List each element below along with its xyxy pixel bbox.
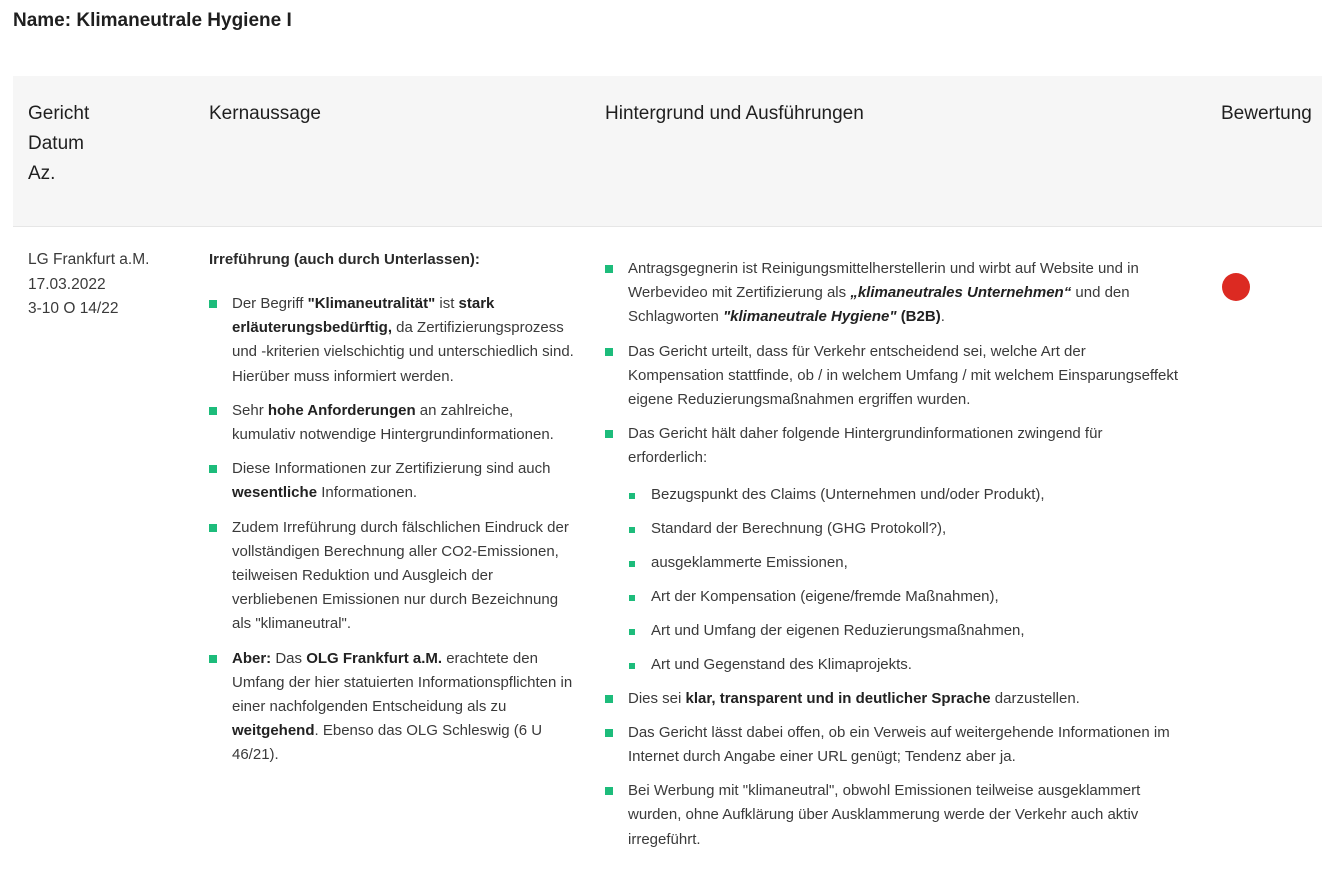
text-segment: Das Gericht urteilt, dass für Verkehr entscheidend sei, welche Art der Kompensation stattfinde, ob / in welchem Umfang / mit welchem Einsparungseffekt eigene Reduzierungsmaßnahmen ergriffen wurden. [628, 342, 1178, 409]
core-statement-cell [209, 248, 574, 778]
bold-text-segment: OLG Frankfurt a.M. [306, 649, 443, 667]
table-header [13, 76, 1322, 227]
text-segment: Dies sei [628, 689, 686, 707]
court-name: LG Frankfurt a.M. [28, 251, 150, 268]
column-header-evaluation: Bewertung [1221, 103, 1312, 124]
text-segment: erachtete den Umfang der hier statuierten Informationspflichten in einer nachfolgenden Entscheidung als zu [232, 649, 573, 716]
required-information-item: Art und Gegenstand des Klimaprojekts. [628, 653, 1180, 677]
court-case-number: 3-10 O 14/22 [28, 300, 119, 317]
column-header-background: Hintergrund und Ausführungen [605, 103, 864, 124]
required-information-item: Bezugspunkt des Claims (Unternehmen und/oder Produkt), [628, 483, 1180, 507]
text-segment: Das [271, 649, 307, 667]
text-segment: Bei Werbung mit "klimaneutral", obwohl Emissionen teilweise ausgeklammert wurden, ohne Aufklärung über Ausklammerung werde der Verkehr auch aktiv irregeführt. [628, 782, 1141, 848]
background-item [605, 340, 1180, 413]
text-segment: darzustellen. [990, 689, 1080, 707]
text-segment: Der Begriff [232, 295, 308, 312]
core-statement-item [209, 516, 574, 637]
text-segment: Das Gericht lässt dabei offen, ob ein Verweis auf weitergehende Informationen im Internet durch Angabe einer URL genügt; Tendenz aber ja. [628, 723, 1170, 766]
background-item [605, 721, 1180, 769]
background-item [605, 257, 1180, 330]
bold-text-segment [723, 308, 896, 325]
core-statement-list [209, 292, 574, 768]
column-header-date-line: Datum [28, 133, 84, 154]
evaluation-status-dot [1222, 273, 1250, 301]
column-header-court [28, 99, 89, 189]
text-segment: . Ebenso das OLG Schleswig (6 U 46/21). [232, 722, 543, 764]
text-segment: Sehr [232, 401, 268, 419]
required-information-item: Art der Kompensation (eigene/fremde Maßnahmen), [628, 585, 1180, 609]
background-item [605, 779, 1180, 852]
core-statement-heading: Irreführung (auch durch Unterlassen): [209, 251, 480, 268]
background-list [605, 257, 1180, 852]
bold-text-segment: Aber: [232, 649, 272, 667]
column-header-az-line: Az. [28, 163, 56, 184]
text-segment: ist [435, 295, 459, 312]
core-statement-item [209, 292, 574, 389]
bold-text-segment: stark erläuterungsbedürftig, [232, 295, 495, 337]
emphasis-text: „klimaneutrales Unternehmen“ [850, 284, 1072, 302]
bold-text-segment [850, 284, 1071, 301]
background-cell [605, 257, 1180, 862]
text-segment: und den Schlagworten [628, 284, 1130, 326]
text-segment: Das Gericht hält daher folgende Hintergrundinformationen zwingend für erforderlich: [628, 425, 1103, 467]
required-information-item: Art und Umfang der eigenen Reduzierungsmaßnahmen, [628, 619, 1180, 643]
background-item [605, 422, 1180, 676]
text-segment: Informationen. [317, 484, 418, 502]
bold-text-segment: weitgehend [232, 722, 315, 740]
required-information-sublist [628, 483, 1180, 677]
text-segment: Diese Informationen zur Zertifizierung sind auch [232, 460, 551, 478]
bold-text-segment: "Klimaneutralität" [307, 295, 436, 312]
page-title: Name: Klimaneutrale Hygiene I [13, 10, 292, 31]
court-date: 17.03.2022 [28, 275, 106, 293]
required-information-item: ausgeklammerte Emissionen, [628, 551, 1180, 575]
bold-text-segment: hohe Anforderungen [267, 401, 416, 419]
required-information-item: Standard der Berechnung (GHG Protokoll?), [628, 517, 1180, 541]
text-segment: Zudem Irreführung durch fälschlichen Eindruck der vollständigen Berechnung aller CO2-Emissionen, teilweisen Reduktion und Ausgleich der verbliebenen Emissionen nur durch Bezeichnung als "klimaneutral". [232, 518, 569, 633]
bold-text-segment: wesentliche [232, 484, 318, 502]
text-segment: Antragsgegnerin ist Reinigungsmittelherstellerin und wirbt auf Website und in Werbevideo mit Zertifizierung als [628, 260, 1139, 302]
text-segment: . [940, 308, 945, 326]
text-segment: da Zertifizierungsprozess und -kriterien vielschichtig und unterschiedlich sind. Hierüber muss informiert werden. [232, 319, 574, 385]
bold-text-segment: klar, transparent und in deutlicher Sprache [685, 689, 991, 707]
background-item [605, 687, 1180, 711]
core-statement-item [209, 647, 574, 768]
bold-text-segment: (B2B) [900, 308, 941, 326]
column-header-court-line: Gericht [28, 103, 90, 124]
core-statement-item [209, 457, 574, 505]
core-statement-item [209, 399, 574, 447]
court-cell [28, 248, 149, 322]
text-segment: an zahlreiche, kumulativ notwendige Hintergrundinformationen. [232, 401, 554, 444]
column-header-core-statement: Kernaussage [209, 103, 321, 124]
emphasis-text: "klimaneutrale Hygiene" [723, 308, 897, 326]
